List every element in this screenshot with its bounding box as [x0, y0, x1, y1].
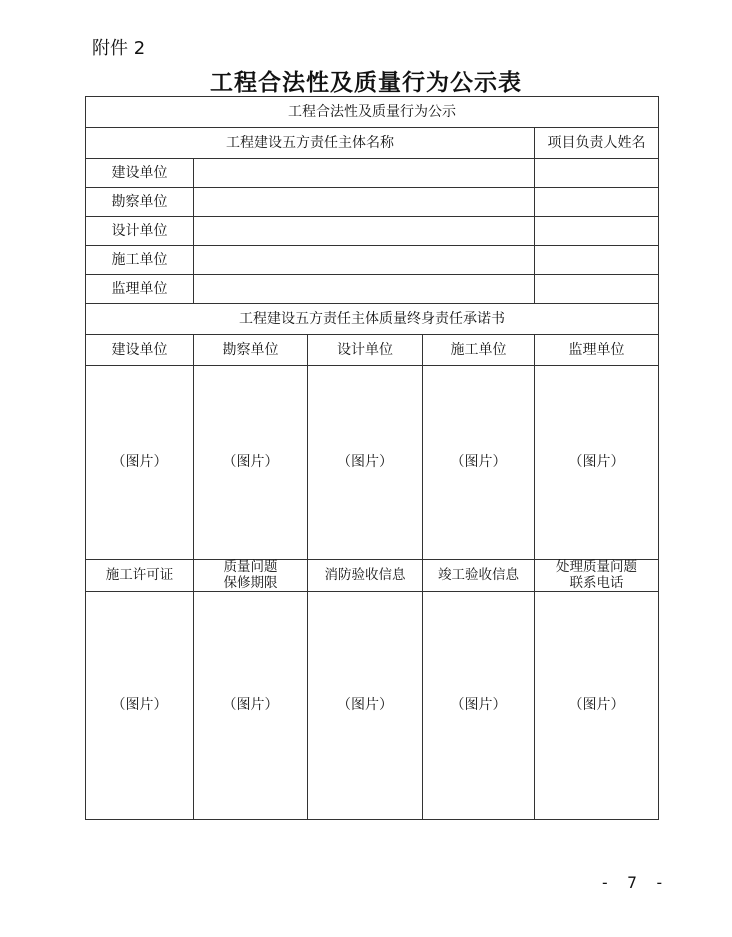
table-row [86, 159, 659, 188]
info-col-line1: 处理质量问题 [556, 559, 637, 575]
info-col-line1: 质量问题 [223, 559, 278, 575]
table-row [86, 246, 659, 275]
manager-name-cell [535, 275, 659, 304]
commitment-header-row [86, 304, 659, 335]
table-caption: 工程合法性及质量行为公示 [86, 97, 659, 128]
image-placeholder: （图片） [86, 366, 194, 560]
entity-name-header: 工程建设五方责任主体名称 [86, 128, 535, 159]
unit-name-cell [194, 246, 535, 275]
unit-name-cell [194, 159, 535, 188]
name-header-row [86, 128, 659, 159]
image-placeholder: （图片） [423, 592, 535, 820]
info-col-line1: 消防验收信息 [324, 566, 406, 583]
manager-name-cell [535, 188, 659, 217]
info-col-line2: 保修期限 [223, 574, 278, 591]
info-columns-row [86, 560, 659, 592]
table-row [86, 217, 659, 246]
info-col-contact [535, 560, 659, 592]
commitment-col-construction: 建设单位 [86, 335, 194, 366]
info-col-permit [86, 560, 194, 592]
attachment-label: 附件 2 [92, 38, 146, 59]
image-placeholder: （图片） [423, 366, 535, 560]
image-placeholder: （图片） [308, 366, 423, 560]
image-placeholder: （图片） [535, 592, 659, 820]
commitment-col-builder: 施工单位 [423, 335, 535, 366]
image-placeholder: （图片） [535, 366, 659, 560]
manager-name-cell [535, 159, 659, 188]
unit-label-builder: 施工单位 [86, 246, 194, 275]
disclosure-table [85, 96, 659, 820]
image-placeholder: （图片） [194, 592, 308, 820]
commitment-col-supervision: 监理单位 [535, 335, 659, 366]
commitment-col-survey: 勘察单位 [194, 335, 308, 366]
info-col-fire [308, 560, 423, 592]
unit-label-construction: 建设单位 [86, 159, 194, 188]
image-placeholder: （图片） [194, 366, 308, 560]
commitment-image-row [86, 366, 659, 560]
manager-name-cell [535, 217, 659, 246]
commitment-columns-row [86, 335, 659, 366]
commitment-col-design: 设计单位 [308, 335, 423, 366]
info-image-row [86, 592, 659, 820]
unit-name-cell [194, 217, 535, 246]
manager-name-cell [535, 246, 659, 275]
info-col-line1: 施工许可证 [105, 566, 174, 583]
info-col-line2: 联系电话 [569, 574, 624, 591]
unit-label-supervision: 监理单位 [86, 275, 194, 304]
unit-name-cell [194, 275, 535, 304]
unit-label-design: 设计单位 [86, 217, 194, 246]
table-row [86, 275, 659, 304]
project-manager-header: 项目负责人姓名 [535, 128, 659, 159]
info-col-completion [423, 560, 535, 592]
unit-name-cell [194, 188, 535, 217]
image-placeholder: （图片） [86, 592, 194, 820]
info-col-warranty [194, 560, 308, 592]
table-row [86, 188, 659, 217]
table-caption-row [86, 97, 659, 128]
unit-label-survey: 勘察单位 [86, 188, 194, 217]
image-placeholder: （图片） [308, 592, 423, 820]
info-col-line1: 竣工验收信息 [438, 566, 519, 583]
commitment-header: 工程建设五方责任主体质量终身责任承诺书 [86, 304, 659, 335]
page-number: - 7 - [600, 873, 669, 892]
document-title: 工程合法性及质量行为公示表 [210, 69, 522, 96]
